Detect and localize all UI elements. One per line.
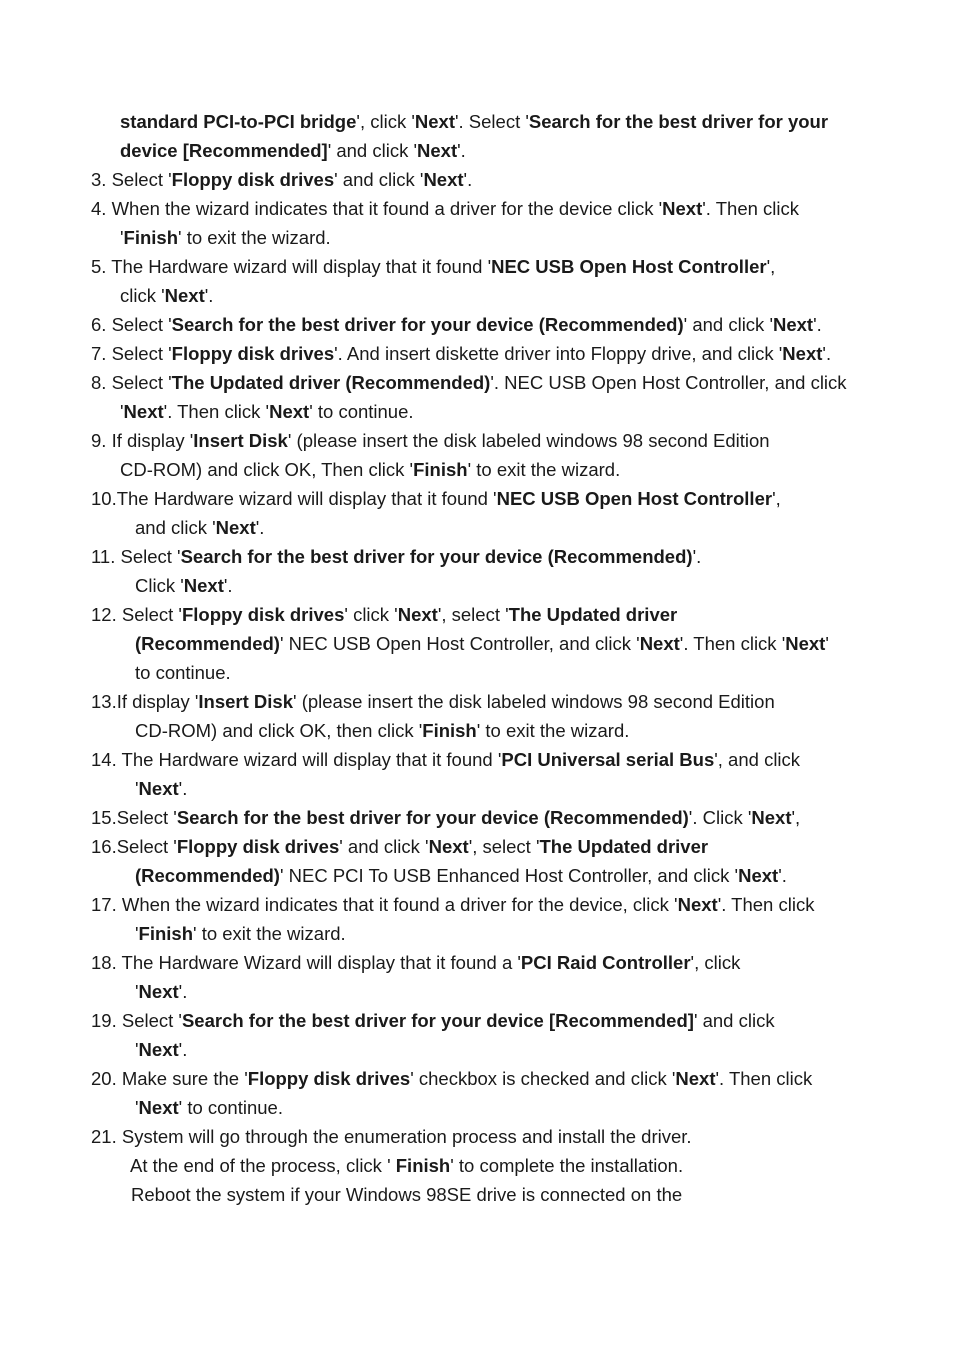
text-segment: ' NEC USB Open Host Controller, and click ' [279,633,640,654]
bold-term: standard PCI-to-PCI bridge [120,111,357,132]
text-segment: ', [791,807,801,828]
bold-term: Next [269,401,310,422]
text-segment: '. Then click [702,198,800,219]
text-line [91,368,847,397]
text-line [91,890,814,919]
bold-term: Next [785,633,826,654]
text-line [135,919,346,948]
text-segment: 10.The Hardware wizard will display that it found ' [91,488,497,509]
bold-term: Insert Disk [193,430,288,451]
bold-term: Next [183,575,224,596]
text-segment: ', [766,256,776,277]
bold-term: Floppy disk drives [247,1068,411,1089]
text-segment: ' and click ' [683,314,773,335]
bold-term: Next [675,1068,716,1089]
bold-term: Finish [123,227,179,248]
text-line [91,600,677,629]
bold-term: Next [138,778,179,799]
text-segment: '. [178,981,188,1002]
bold-term: Next [428,836,469,857]
bold-term: Search for the best driver for your device (Recommended) [180,546,693,567]
text-segment: '. [778,865,787,886]
text-segment: '. [463,169,473,190]
bold-term: Next [138,981,179,1002]
text-line [91,1064,812,1093]
text-line [91,948,740,977]
text-segment: ' to exit the wizard. [193,923,346,944]
bold-term: The Updated driver [539,836,709,857]
text-segment: ' to exit the wizard. [467,459,621,480]
bold-term: Next [639,633,680,654]
bold-term: Next [738,865,779,886]
text-segment: ' and click ' [339,836,429,857]
text-segment: ' (please insert the disk labeled windows 98 second Edition [287,430,770,451]
text-segment: ', select ' [437,604,509,625]
bold-term: Finish [413,459,468,480]
bold-term: Next [414,111,455,132]
text-line [91,1122,692,1151]
bold-term: Next [397,604,438,625]
bold-term: Search for the best driver for your device [Recommended] [181,1010,694,1031]
bold-term: device [Recommended] [120,140,328,161]
text-line [91,484,781,513]
text-line [135,1035,187,1064]
text-segment: '. Then click [717,894,815,915]
text-segment: ' to exit the wizard. [178,227,331,248]
bold-term: Finish [138,923,194,944]
text-line [135,977,187,1006]
text-segment: 15.Select ' [91,807,177,828]
text-segment: ' [135,981,139,1002]
text-line [120,455,620,484]
bold-term: Floppy disk drives [181,604,345,625]
text-segment: ' checkbox is checked and click ' [410,1068,676,1089]
text-line [91,832,708,861]
text-segment: 6. Select ' [91,314,172,335]
text-segment: 20. Make sure the ' [91,1068,248,1089]
text-segment: ', and click [714,749,801,770]
bold-term: Next [782,343,823,364]
text-segment: ' to complete the installation. [450,1155,684,1176]
text-segment: ', select ' [468,836,540,857]
text-segment: Reboot the system if your Windows 98SE drive is connected on the [131,1184,683,1205]
text-segment: '. Then click ' [163,401,270,422]
text-line [135,513,264,542]
text-segment: ' to continue. [178,1097,283,1118]
text-segment: ' [135,778,139,799]
text-line [91,803,800,832]
text-segment: ' NEC PCI To USB Enhanced Host Controller, and click ' [279,865,739,886]
text-segment: ' [825,633,829,654]
bold-term: The Updated driver (Recommended) [171,372,491,393]
text-line [135,571,233,600]
text-line [135,1093,283,1122]
text-line [91,165,472,194]
text-segment: Click ' [135,575,184,596]
bold-term: Finish [395,1155,451,1176]
text-segment: CD-ROM) and click OK, Then click ' [120,459,414,480]
text-line [91,252,775,281]
text-segment: ' [135,923,139,944]
text-segment: '. [255,517,265,538]
bold-term: PCI Universal serial Bus [501,749,715,770]
text-segment: '. [692,546,702,567]
bold-term: Next [123,401,164,422]
text-segment: 18. The Hardware Wizard will display that it found a ' [91,952,521,973]
text-segment: '. Select ' [454,111,529,132]
text-line [130,1151,683,1180]
bold-term: Next [164,285,205,306]
bold-term: Search for the best driver for your device (Recommended) [176,807,689,828]
text-segment: 19. Select ' [91,1010,182,1031]
text-line [91,339,831,368]
text-line [135,861,787,890]
text-line [135,658,231,687]
text-line [91,194,799,223]
text-segment: ' and click ' [327,140,418,161]
text-segment: ' and click [693,1010,775,1031]
text-segment: 12. Select ' [91,604,182,625]
text-segment: ' click ' [344,604,398,625]
bold-term: Next [662,198,703,219]
text-segment: 7. Select ' [91,343,172,364]
bold-term: Search for the best driver for your device (Recommended) [171,314,684,335]
text-segment: ' and click ' [334,169,424,190]
bold-term: Next [138,1039,179,1060]
bold-term: Finish [422,720,477,741]
text-segment: ' [135,1039,139,1060]
bold-term: Next [751,807,792,828]
bold-term: NEC USB Open Host Controller [496,488,773,509]
bold-term: Floppy disk drives [176,836,340,857]
bold-term: (Recommended) [135,633,280,654]
text-line [91,687,775,716]
text-line [91,745,800,774]
text-segment: At the end of the process, click ' [130,1155,396,1176]
text-segment: '. [223,575,233,596]
text-segment: 5. The Hardware wizard will display that it found ' [91,256,492,277]
text-segment: CD-ROM) and click OK, then click ' [135,720,423,741]
text-segment: ', click [690,952,741,973]
text-segment: 16.Select ' [91,836,177,857]
text-segment: ', [772,488,781,509]
text-segment: 8. Select ' [91,372,172,393]
text-segment: 11. Select ' [91,546,181,567]
text-segment: 13.If display ' [91,691,199,712]
text-line [120,223,331,252]
text-segment: '. [178,1039,188,1060]
text-segment: '. [813,314,822,335]
text-segment: ', click ' [356,111,415,132]
text-segment: 17. When the wizard indicates that it found a driver for the device, click ' [91,894,678,915]
text-segment: 4. When the wizard indicates that it found a driver for the device click ' [91,198,663,219]
text-line [91,1006,775,1035]
bold-term: Floppy disk drives [171,169,335,190]
text-segment: '. [178,778,188,799]
text-segment: 9. If display ' [91,430,194,451]
bold-term: PCI Raid Controller [520,952,691,973]
bold-term: The Updated driver [508,604,678,625]
text-segment: ' [120,401,124,422]
text-segment: '. Then click [715,1068,813,1089]
text-line [120,397,414,426]
bold-term: Next [417,140,458,161]
bold-term: NEC USB Open Host Controller [491,256,767,277]
text-segment: 21. System will go through the enumeration process and install the driver. [91,1126,692,1147]
bold-term: Search for the best driver for your [528,111,829,132]
text-line [135,716,629,745]
text-segment: ' (please insert the disk labeled windows 98 second Edition [293,691,775,712]
text-line [91,310,822,339]
text-line [120,107,828,136]
text-segment: and click ' [135,517,216,538]
text-segment: ' [120,227,124,248]
text-line [135,629,829,658]
bold-term: Next [772,314,814,335]
text-segment: 14. The Hardware wizard will display that it found ' [91,749,502,770]
text-segment: ' to exit the wizard. [476,720,630,741]
bold-term: Insert Disk [198,691,294,712]
text-line [120,281,213,310]
bold-term: Next [215,517,256,538]
bold-term: Next [138,1097,179,1118]
text-segment: '. [204,285,214,306]
text-segment: '. Click ' [688,807,752,828]
text-segment: click ' [120,285,165,306]
bold-term: Next [677,894,718,915]
text-line [91,542,701,571]
text-segment: ' [135,1097,139,1118]
text-segment: '. [822,343,832,364]
text-line [131,1180,682,1209]
bold-term: Next [423,169,464,190]
bold-term: (Recommended) [135,865,280,886]
text-line [135,774,187,803]
bold-term: Floppy disk drives [171,343,335,364]
text-segment: '. Then click ' [679,633,786,654]
text-segment: 3. Select ' [91,169,172,190]
text-segment: '. [457,140,466,161]
text-segment: ' to continue. [309,401,414,422]
text-line [91,426,770,455]
text-segment: '. And insert diskette driver into Floppy drive, and click ' [334,343,783,364]
text-line [120,136,466,165]
text-segment: to continue. [135,662,231,683]
text-segment: '. NEC USB Open Host Controller, and click [490,372,847,393]
